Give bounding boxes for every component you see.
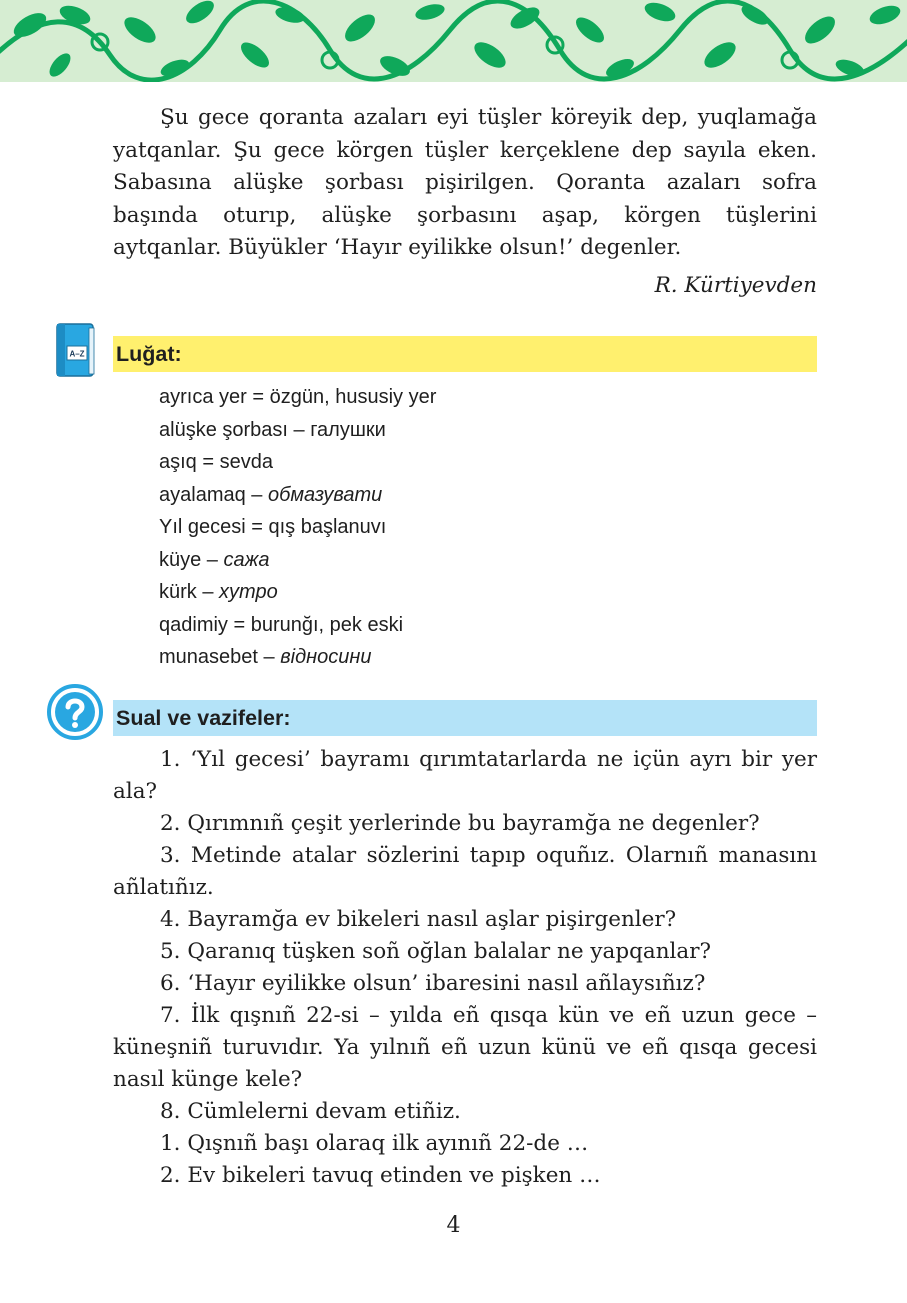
reading-paragraph: Şu gece qoranta azaları eyi tüşler köreyik dep, yuqlamağa yatqanlar. Şu gece körgen tüşler kerçeklene dep sayıla eken. Sabasına alüşke şorbası pişirilgen. Qoranta azaları sofra başında oturıp, alüşke şorbasını aşap, körgen tüşlerini aytqanlar. Büyükler ‘Hayır eyilikke olsun!’ degenler. [113, 105, 817, 260]
vocabulary-item: munasebet – відносини [159, 646, 372, 668]
reading-passage [113, 102, 817, 265]
vocabulary-item: aşıq = sevda [159, 451, 273, 473]
vocabulary-item: ayrıca yer = özgün, hususiy yer [159, 386, 437, 408]
decorative-leaf-banner [0, 0, 907, 82]
vocabulary-item: ayalamaq – обмазувати [159, 483, 383, 506]
vocabulary-list [159, 381, 436, 674]
vocabulary-item: kürk – хутро [159, 581, 278, 603]
dictionary-book-icon [53, 320, 97, 378]
questions-list [113, 744, 817, 1192]
question-item: 2. Ev bikeleri tavuq etinden ve pişken … [160, 1163, 601, 1188]
vocabulary-item: Yıl gecesi = qış başlanuvı [159, 516, 387, 538]
question-item: 1. Qışnıñ başı olaraq ilk ayınıñ 22-de … [160, 1131, 589, 1156]
question-mark-icon [46, 683, 104, 741]
vocabulary-item: küye – сажа [159, 548, 270, 571]
author-attribution: R. Kürtiyevden [654, 273, 817, 298]
vocabulary-item: qadimiy = burunğı, pek eski [159, 613, 404, 636]
leaf-ornament-icon [0, 0, 907, 82]
vocabulary-heading: Luğat: [113, 336, 817, 372]
question-item: 3. Metinde atalar sözlerini tapıp oquñız. Olarnıñ manasını añlatıñız. [113, 843, 817, 900]
question-item: 2. Qırımnıñ çeşit yerlerinde bu bayramğa ne degenler? [160, 811, 760, 836]
question-item: 4. Bayramğa ev bikeleri nasıl aşlar pişirgenler? [160, 907, 677, 932]
question-item: 8. Cümlelerni devam etiñiz. [160, 1099, 461, 1124]
questions-heading: Sual ve vazifeler: [113, 700, 817, 736]
question-item: 7. İlk qışnıñ 22-si – yılda eñ qısqa kün ve eñ uzun gece – küneşniñ turuvıdır. Ya yılnıñ eñ uzun künü ve eñ qısqa gecesi nasıl künge kele? [113, 1003, 817, 1092]
question-item: 1. ‘Yıl gecesi’ bayramı qırımtatarlarda ne içün ayrı bir yer ala? [113, 747, 817, 804]
vocabulary-item: alüşke şorbası – галушки [159, 418, 386, 441]
question-item: 6. ‘Hayır eyilikke olsun’ ibaresini nasıl añlaysıñız? [160, 971, 706, 996]
question-item: 5. Qaranıq tüşken soñ oğlan balalar ne yapqanlar? [160, 939, 712, 964]
page-number: 4 [446, 1213, 461, 1238]
svg-text:A–Z: A–Z [69, 349, 85, 359]
